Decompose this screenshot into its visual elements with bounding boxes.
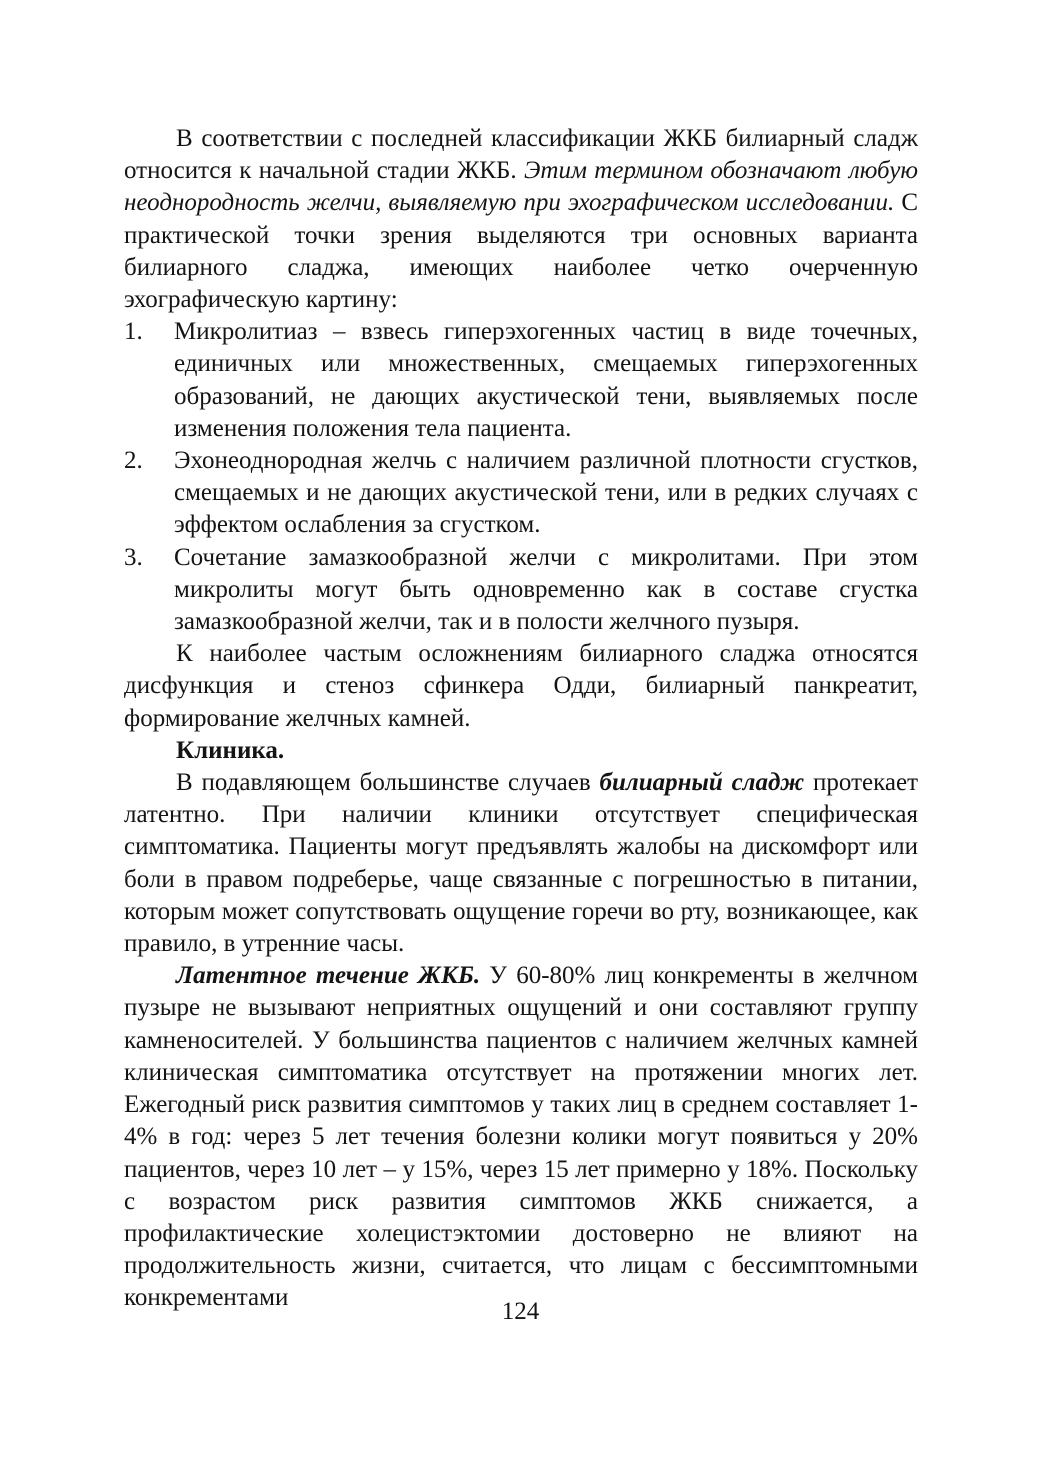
paragraph-text: У 60-80% лиц конкременты в желчном пузыре не вызывают неприятных ощущений и они составляют группу камненосителей. У большинства пациентов с наличием желчных камней клиническая симптоматика отсутствует на протяжении многих лет. Ежегодный риск развития симптомов у таких лиц в среднем составляет 1-4% в год: через 5 лет течения болезни колики могут появиться у 20% пациентов, через 10 лет – у 15%, через 15 лет примерно у 18%. Поскольку с возрастом риск развития симптомов ЖКБ снижается, а профилактические холецистэктомии достоверно не влияют на продолжительность жизни, считается, что лицам с бессимптомными конкрементами bbox=[124, 962, 919, 1312]
paragraph-clinic bbox=[124, 767, 918, 960]
list-item bbox=[124, 445, 918, 542]
list-number: 1. bbox=[124, 318, 143, 346]
page-body bbox=[124, 123, 918, 1315]
paragraph-text: С практической точки зрения выделяются три основных варианта билиарного сладжа, имеющих наиболее четко очерченную эхографическую картину: bbox=[124, 189, 918, 314]
paragraph-text: протекает латентно. При наличии клиники отсутствует специфическая симптоматика. Пациенты могут предъявлять жалобы на дискомфорт или боли в правом подреберье, чаще связанные с погрешностью в питании, которым может сопутствовать ощущение горечи во рту, возникающее, как правило, в утренние часы. bbox=[124, 769, 918, 958]
list-number: 2. bbox=[124, 447, 143, 475]
paragraph-sludge-classification bbox=[124, 123, 918, 316]
paragraph-complications: К наиболее частым осложнениям билиарного сладжа относятся дисфункция и стеноз сфинкера Одди, билиарный панкреатит, формирование желчных камней. bbox=[124, 640, 918, 732]
paragraph-latent-course bbox=[124, 960, 918, 1314]
bold-italic-term: Латентное течение ЖКБ. bbox=[176, 962, 481, 990]
page-number: 124 bbox=[501, 1298, 540, 1325]
list-item-text: Микролитиаз – взвесь гиперэхогенных частиц в виде точечных, единичных или множественных, смещаемых гиперэхогенных образований, не дающих акустической тени, выявляемых после изменения положения тела пациента. bbox=[174, 318, 918, 442]
list-number: 3. bbox=[124, 543, 143, 571]
section-heading-clinic: Клиника. bbox=[176, 736, 285, 764]
paragraph-text: В подавляющем большинстве случаев bbox=[176, 769, 600, 797]
list-item bbox=[124, 316, 918, 445]
list-item bbox=[124, 542, 918, 639]
sludge-variants-list bbox=[124, 316, 918, 638]
list-item-text: Сочетание замазкообразной желчи с микролитами. При этом микролиты могут быть одновременно как в составе сгустка замазкообразной желчи, так и в полости желчного пузыря. bbox=[174, 543, 918, 636]
bold-italic-term: билиарный сладж bbox=[599, 769, 805, 797]
italic-definition: Этим термином обозначают любую неоднородность желчи, выявляемую при эхографическом исследовании. bbox=[124, 157, 918, 217]
list-item-text: Эхонеоднородная желчь с наличием различной плотности сгустков, смещаемых и не дающих акустической тени, или в редких случаях с эффектом ослабления за сгустком. bbox=[174, 447, 918, 539]
paragraph-text: В соответствии с последней классификации ЖКБ билиарный сладж относится к начальной стадии ЖКБ. bbox=[124, 125, 918, 185]
